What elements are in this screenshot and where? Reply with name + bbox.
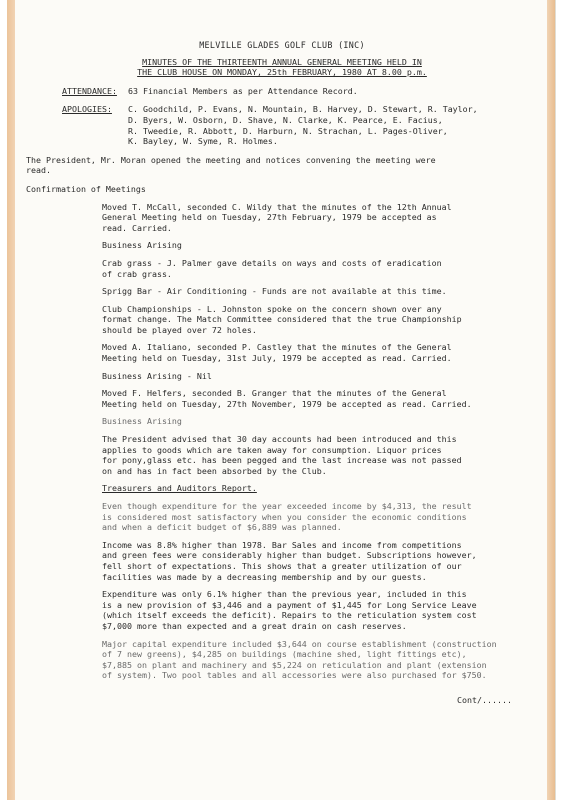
treasurers-para-2: Income was 8.8% higher than 1978. Bar Sales and income from competitions and green fees were considerably higher than budget. Subscriptions however, fell short of expectations. This shows that a greater utilization of our facilities was made by a decreasing membership and by our guests. [102,539,477,582]
business-arising-nil: Business Arising - Nil [102,370,212,381]
club-championships-item: Club Championships - L. Johnston spoke on the concern shown over any format change. The Match Committee considered that the true Championship should be played over 72 holes. [102,303,462,335]
business-arising-heading-2: Business Arising [102,416,182,427]
attendance-row [62,86,502,97]
motion-november-meeting: Moved F. Helfers, seconded B. Granger that the minutes of the General Meeting held on Tuesday, 27th November, 1979 be accepted as read. Carried. [102,388,472,409]
treasurers-para-3: Expenditure was only 6.1% higher than the previous year, included in this is a new provision of $3,446 and a payment of $1,445 for Long Service Leave (which itself exceeds the deficit). Repairs to the reticulation system cost $7,000 more than expected and a great drain on cash reserves. [102,589,477,631]
club-title: MELVILLE GLADES GOLF CLUB (INC) [199,40,365,50]
motion-july-meeting: Moved A. Italiano, seconded P. Castley that the minutes of the General Meeting held on Tuesday, 31st July, 1979 be accepted as read. Carried. [102,342,452,364]
tape-strip-left [7,0,15,800]
confirmation-heading: Confirmation of Meetings [26,183,146,194]
motion-12th-agm: Moved T. McCall, seconded C. Wildy that the minutes of the 12th Annual General Meeting held on Tuesday, 27th February, 1979 be accepted as read. Carried. [102,201,452,233]
crab-grass-item: Crab grass - J. Palmer gave details on ways and costs of eradication of crab grass. [102,257,442,279]
minutes-body [26,40,512,706]
attendance-text: 63 Financial Members as per Attendance Record. [128,85,358,96]
business-arising-heading-1: Business Arising [102,240,182,251]
treasurers-heading: Treasurers and Auditors Report. [102,483,257,494]
attendance-label: ATTENDANCE: [62,85,117,96]
continued-marker: Cont/...... [457,694,512,705]
president-opening: The President, Mr. Moran opened the meeting and notices convening the meeting were read. [26,154,436,176]
treasurers-para-1: Even though expenditure for the year exceeded income by $4,313, the result is considered most satisfactory when you consider the economic conditions and when a deficit budget of $6,889 was planned. [102,501,472,533]
apologies-label: APOLOGIES: [62,104,112,115]
meeting-subtitle-1: MINUTES OF THE THIRTEENTH ANNUAL GENERAL MEETING HELD IN [142,56,422,67]
apologies-row [62,104,502,146]
apologies-text: C. Goodchild, P. Evans, N. Mountain, B. Harvey, D. Stewart, R. Taylor, D. Byers, W. Osborn, D. Shave, N. Clarke, K. Pearce, E. Facius, R. Tweedie, R. Abbott, D. Harburn, N. Strachan, L. Pages-Oliver, K. Bayley, W. Syme, R. Holmes. [128,104,478,147]
president-advised-item: The President advised that 30 day accounts had been introduced and this applies to goods which are taken away for consumption. Liquor prices for pony,glass etc. has been pegged and the last increase was not passed on and has in fact been absorbed by the Club. [102,434,462,476]
treasurers-para-4: Major capital expenditure included $3,644 on course establishment (construction of 7 new greens), $4,285 on buildings (machine shed, light fittings etc), $7,885 on plant and machinery and $5,224 on reticulation and plant (extension of system). Two pool tables and all accessories were also purchased for $750. [102,638,497,681]
tape-strip-right [547,0,555,800]
sprigg-bar-item: Sprigg Bar - Air Conditioning - Funds are not available at this time. [102,286,447,297]
meeting-subtitle-2: THE CLUB HOUSE ON MONDAY, 25th FEBRUARY, 1980 AT 8.00 p.m. [137,67,427,78]
